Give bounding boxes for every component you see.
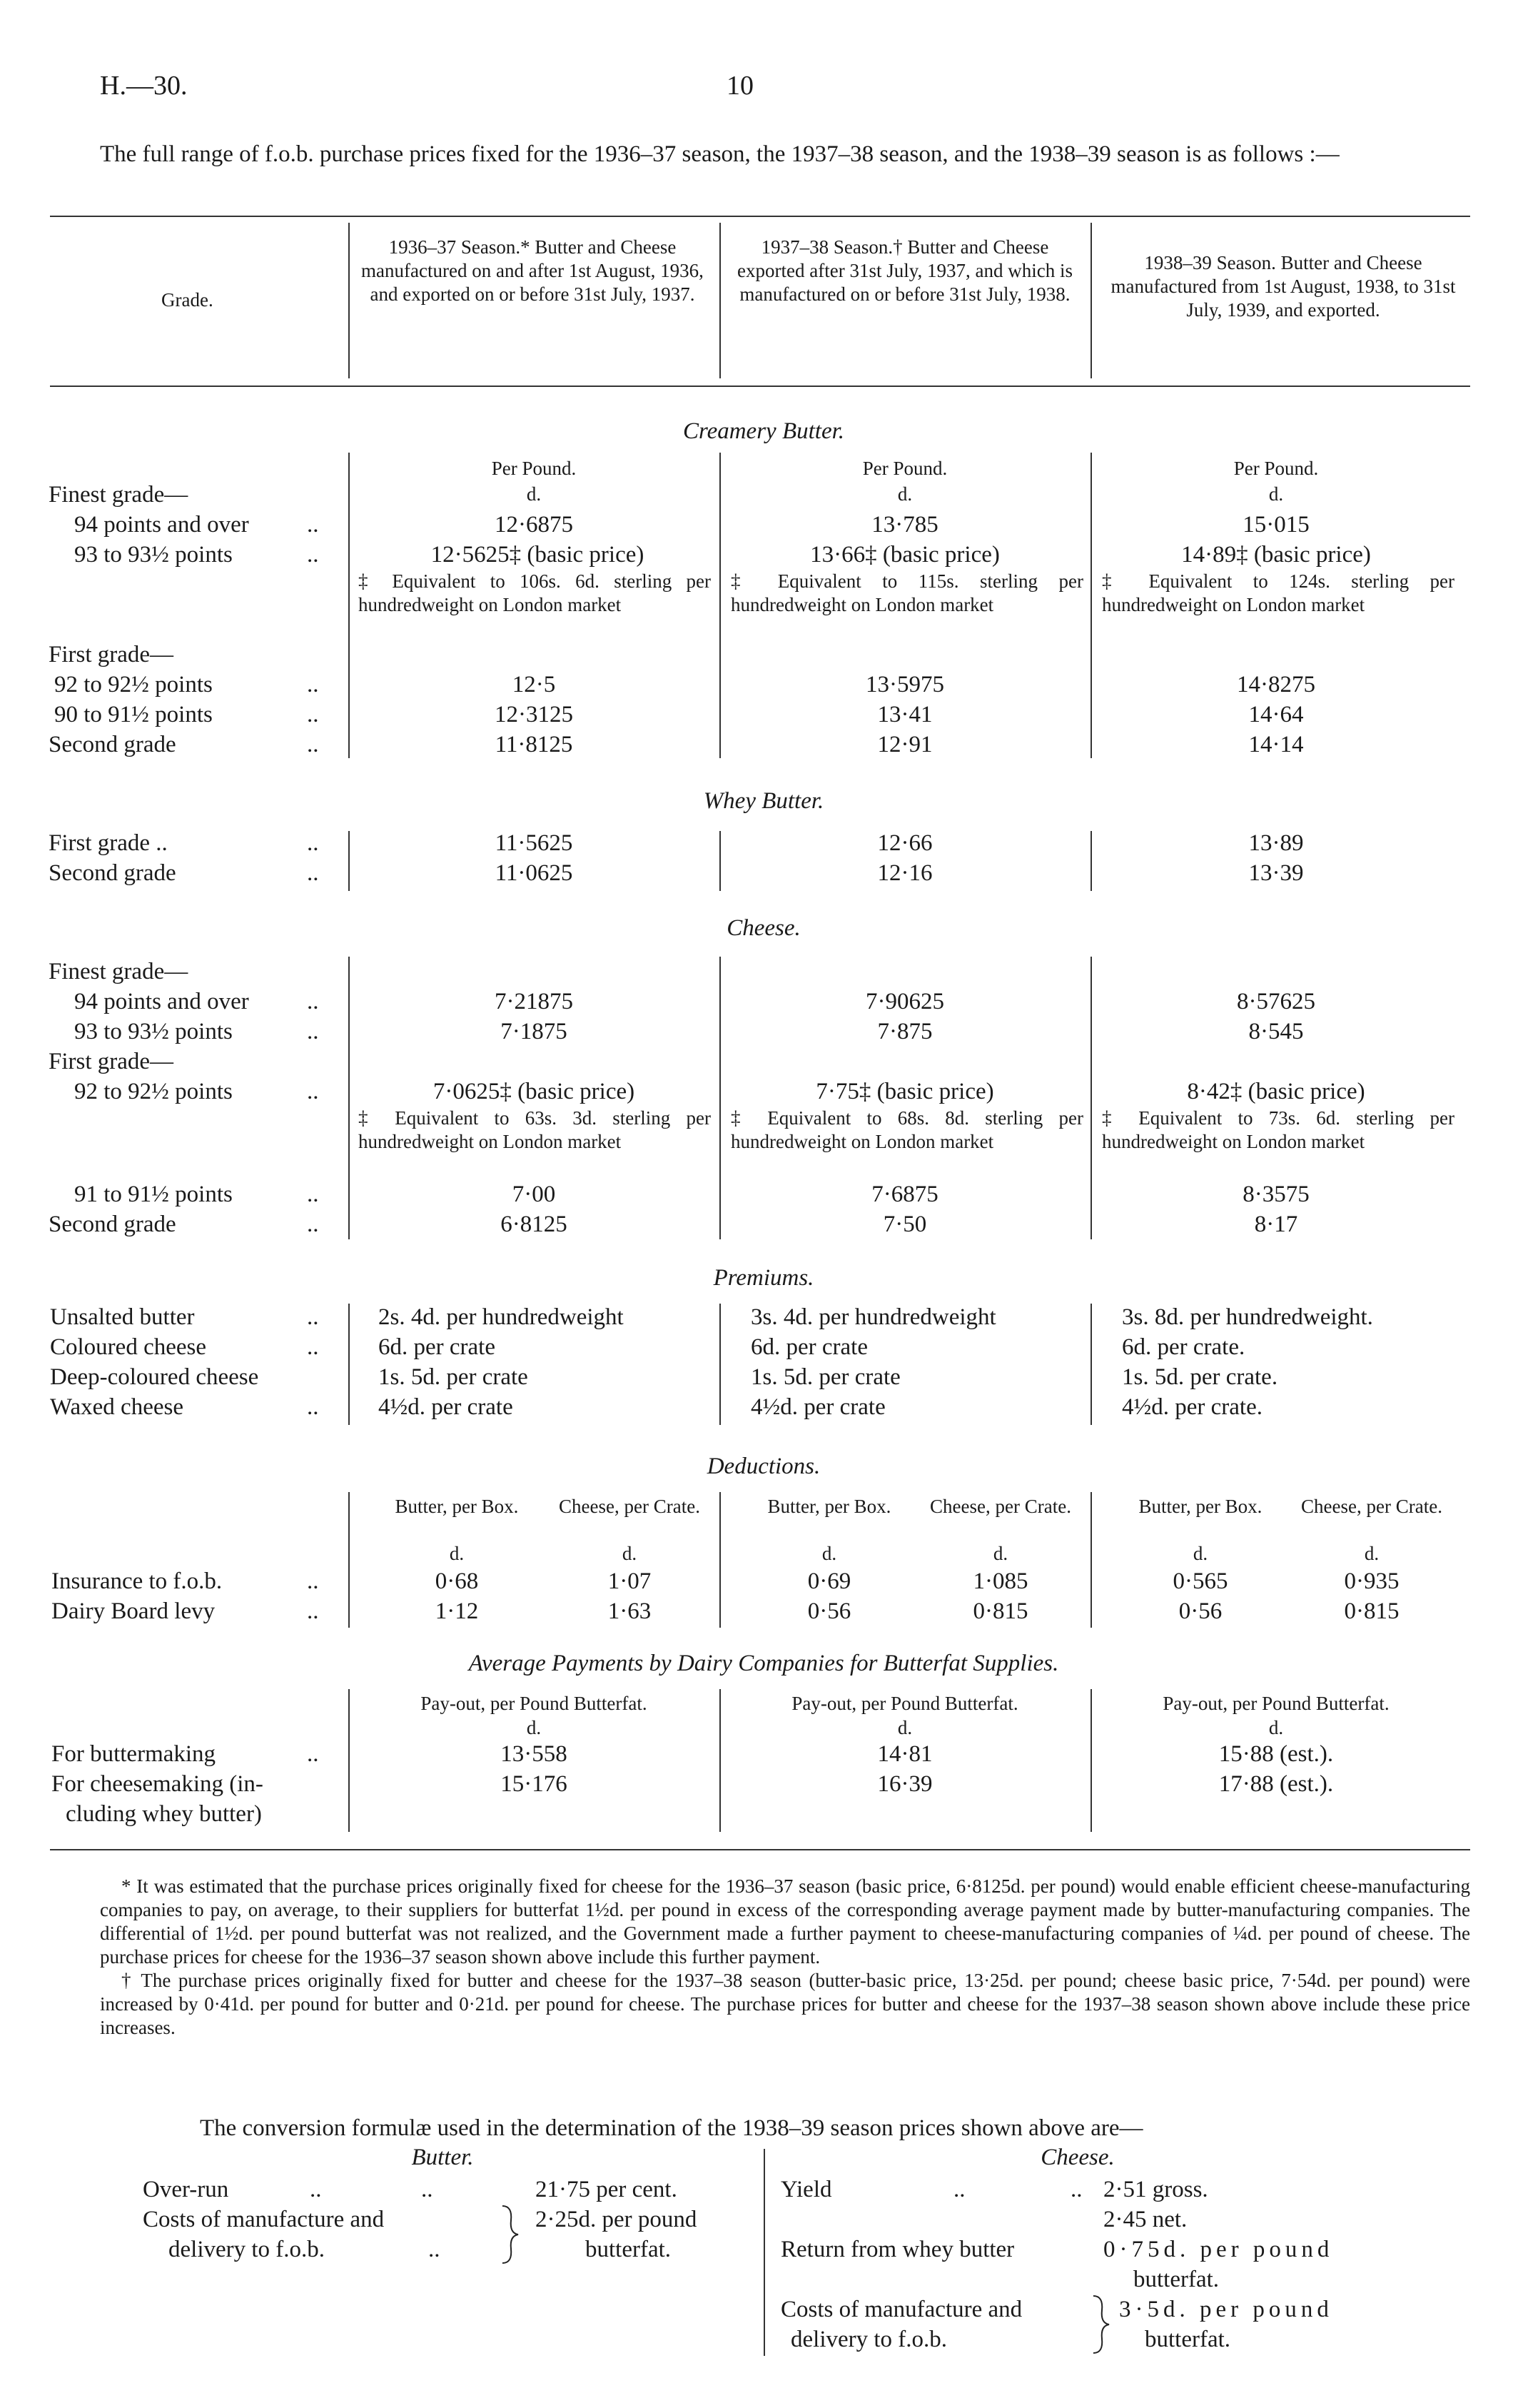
premium-cell: 3s. 8d. per hundredweight.: [1122, 1304, 1373, 1330]
value-cell: 14·14: [1248, 732, 1304, 757]
value-cell: 14·89‡ (basic price): [1181, 542, 1371, 568]
costs-value: 2·25d. per pound: [535, 2207, 697, 2232]
equivalence-note: ‡ Equivalent to 124s. sterling per hundredweight on London market: [1102, 570, 1454, 615]
equivalence-note: ‡ Equivalent to 68s. 8d. sterling per hundredweight on London market: [731, 1107, 1083, 1152]
value-cell: 12·3125: [495, 702, 573, 727]
premium-cell: 3s. 4d. per hundredweight: [751, 1304, 996, 1330]
leader-dots: ..: [307, 1394, 319, 1420]
leader-dots: ..: [307, 1304, 319, 1330]
value-cell: 8·17: [1254, 1211, 1298, 1237]
value-cell: 12·16: [877, 860, 933, 886]
row-second-grade: Second grade: [49, 1211, 176, 1237]
value-cell: 15·176: [500, 1771, 567, 1797]
leader-dots: ..: [307, 1019, 319, 1044]
row-second-grade: Second grade: [49, 732, 176, 757]
col-divider: [348, 453, 350, 758]
row-finest-grade: Finest grade—: [49, 482, 188, 508]
equivalence-note: ‡ Equivalent to 63s. 3d. sterling per hundredweight on London market: [358, 1107, 711, 1152]
leader-dots: ..: [307, 989, 319, 1014]
value-cell: 11·8125: [495, 732, 573, 757]
col-divider: [348, 957, 350, 1239]
right-brace-icon: [500, 2205, 521, 2265]
premium-cell: 2s. 4d. per hundredweight: [378, 1304, 624, 1330]
col-divider: [719, 957, 721, 1239]
unit-heading: Per Pound.: [491, 458, 577, 479]
table-bottom-rule: [50, 1849, 1470, 1850]
row-insurance: Insurance to f.o.b.: [51, 1568, 223, 1594]
col-divider: [348, 223, 350, 378]
value-cell: 8·545: [1248, 1019, 1304, 1044]
col-divider: [1091, 453, 1092, 758]
premium-cell: 6d. per crate.: [1122, 1334, 1245, 1360]
season-1938-heading: 1938–39 Season. Butter and Cheese manufactured from 1st August, 1938, to 31st July, 1939, and exported.: [1110, 252, 1456, 321]
value-cell: 8·57625: [1237, 989, 1315, 1014]
unit-pence: d.: [821, 1543, 837, 1564]
whey-return-value-cont: butterfat.: [1133, 2267, 1220, 2292]
col-divider: [764, 2149, 765, 2356]
col-divider: [719, 831, 721, 891]
col-divider: [719, 1304, 721, 1425]
costs-label: Costs of manufacture and: [143, 2207, 385, 2232]
leader-dots: ..: [307, 1182, 319, 1207]
value-cell: 7·1875: [500, 1019, 567, 1044]
row-94-points: 94 points and over: [74, 989, 249, 1014]
value-cell: 0·68: [435, 1568, 479, 1594]
value-cell: 15·88 (est.).: [1218, 1741, 1334, 1767]
unit-pence: d.: [1268, 483, 1284, 505]
value-cell: 11·0625: [495, 860, 573, 886]
col-divider: [1091, 1492, 1092, 1628]
row-93-points: 93 to 93½ points: [74, 1019, 233, 1044]
value-cell: 7·6875: [871, 1182, 938, 1207]
row-93-points: 93 to 93½ points: [74, 542, 233, 568]
unit-pence: d.: [1193, 1543, 1208, 1564]
cheese-crate-heading: Cheese, per Crate.: [1301, 1496, 1442, 1517]
value-cell: 12·5625‡ (basic price): [430, 542, 644, 568]
leader-dots: ..: [421, 2177, 433, 2202]
row-coloured-cheese: Coloured cheese: [50, 1334, 206, 1360]
intro-paragraph: The full range of f.o.b. purchase prices fixed for the 1936–37 season, the 1937–38 season, and the 1938–39 season is as follows :—: [100, 141, 1340, 167]
value-cell: 13·41: [877, 702, 933, 727]
season-1937-heading: 1937–38 Season.† Butter and Cheese exported after 31st July, 1937, and which is manufactured on or before 31st July, 1938.: [737, 236, 1073, 305]
value-cell: 1·12: [435, 1598, 479, 1624]
footnote-star: * It was estimated that the purchase prices originally fixed for cheese for the 1936–37 season (basic price, 6·8125d. per pound) would enable efficient cheese-manufacturing companies to pay, on average, to their suppliers for butterfat 1½d. per pound in excess of the corresponding average payment made by butter-manufacturing companies. The differential of 1½d. per pound butterfat was not realized, and the Government made a further payment to cheese-manufacturing companies of ¼d. per pound of cheese. The purchase prices for cheese for the 1936–37 season shown above include this further payment.: [100, 1875, 1470, 1968]
value-cell: 7·00: [512, 1182, 556, 1207]
row-90-points: 90 to 91½ points: [54, 702, 213, 727]
leader-dots: ..: [307, 830, 319, 856]
value-cell: 12·91: [877, 732, 933, 757]
col-divider: [348, 1689, 350, 1832]
row-92-points: 92 to 92½ points: [74, 1079, 233, 1104]
page-number: 10: [727, 71, 754, 101]
row-92-points: 92 to 92½ points: [54, 672, 213, 697]
leader-dots: ..: [307, 1741, 319, 1767]
section-premiums: Premiums.: [713, 1265, 814, 1291]
row-finest-grade: Finest grade—: [49, 959, 188, 984]
row-94-points: 94 points and over: [74, 512, 249, 538]
unit-pence: d.: [1268, 1717, 1284, 1738]
premium-cell: 1s. 5d. per crate.: [1122, 1364, 1278, 1390]
cheese-costs-label-cont: delivery to f.o.b.: [791, 2327, 948, 2352]
unit-pence: d.: [526, 483, 542, 505]
row-first-grade: First grade—: [49, 1049, 174, 1074]
costs-label-cont: delivery to f.o.b.: [168, 2237, 325, 2262]
col-divider: [1091, 957, 1092, 1239]
table-top-rule: [50, 216, 1470, 217]
leader-dots: ..: [307, 1211, 319, 1237]
value-cell: 6·8125: [500, 1211, 567, 1237]
butter-box-heading: Butter, per Box.: [767, 1496, 891, 1517]
unit-pence: d.: [897, 483, 913, 505]
leader-dots: ..: [307, 672, 319, 697]
row-first-grade: First grade—: [49, 642, 174, 668]
leader-dots: ..: [307, 512, 319, 538]
col-divider: [348, 831, 350, 891]
cheese-subheading: Cheese.: [1041, 2145, 1115, 2170]
premium-cell: 6d. per crate: [751, 1334, 868, 1360]
section-creamery-butter: Creamery Butter.: [682, 418, 845, 444]
value-cell: 1·07: [607, 1568, 652, 1594]
value-cell: 14·8275: [1237, 672, 1315, 697]
premium-cell: 4½d. per crate.: [1122, 1394, 1263, 1420]
value-cell: 0·56: [1178, 1598, 1223, 1624]
value-cell: 0·935: [1344, 1568, 1400, 1594]
unit-heading: Per Pound.: [1233, 458, 1319, 479]
value-cell: 7·875: [877, 1019, 933, 1044]
grade-heading: Grade.: [161, 289, 213, 311]
col-divider: [1091, 1304, 1092, 1425]
value-cell: 7·0625‡ (basic price): [432, 1079, 635, 1104]
value-cell: 7·21875: [495, 989, 573, 1014]
unit-pence: d.: [622, 1543, 637, 1564]
leader-dots: ..: [307, 702, 319, 727]
col-divider: [1091, 831, 1092, 891]
butter-box-heading: Butter, per Box.: [1138, 1496, 1263, 1517]
season-1936-heading: 1936–37 Season.* Butter and Cheese manufactured on and after 1st August, 1936, and exported on or before 31st July, 1937.: [361, 236, 704, 305]
butter-box-heading: Butter, per Box.: [395, 1496, 519, 1517]
series-code: H.—30.: [100, 71, 188, 101]
row-first-grade: First grade ..: [49, 830, 168, 856]
value-cell: 13·66‡ (basic price): [810, 542, 1000, 568]
value-cell: 13·5975: [866, 672, 944, 697]
col-divider: [719, 1689, 721, 1832]
whey-return-value: 0·75d. per pound: [1103, 2237, 1334, 2262]
yield-gross: 2·51 gross.: [1103, 2177, 1208, 2202]
value-cell: 7·90625: [866, 989, 944, 1014]
leader-dots: ..: [953, 2177, 966, 2202]
value-cell: 0·815: [973, 1598, 1028, 1624]
row-dairy-board-levy: Dairy Board levy: [51, 1598, 216, 1624]
value-cell: 8·42‡ (basic price): [1187, 1079, 1365, 1104]
col-divider: [719, 1492, 721, 1628]
row-cheesemaking-cont: cluding whey butter): [66, 1801, 262, 1827]
footnote-dagger: † The purchase prices originally fixed for butter and cheese for the 1937–38 season (butter-basic price, 13·25d. per pound; cheese basic price, 7·54d. per pound) were increased by 0·41d. per pound for butter and 0·21d. per pound for cheese. The purchase prices for butter and cheese for the 1937–38 season shown above include these price increases.: [100, 1970, 1470, 2038]
premium-cell: 1s. 5d. per crate: [378, 1364, 528, 1390]
value-cell: 0·69: [807, 1568, 851, 1594]
yield-net: 2·45 net.: [1103, 2207, 1188, 2232]
leader-dots: ..: [428, 2237, 440, 2262]
section-deductions: Deductions.: [707, 1454, 821, 1479]
payout-heading: Pay-out, per Pound Butterfat.: [420, 1693, 647, 1714]
col-divider: [719, 453, 721, 758]
payout-heading: Pay-out, per Pound Butterfat.: [1163, 1693, 1390, 1714]
overrun-label: Over-run: [143, 2177, 229, 2202]
costs-value-cont: butterfat.: [585, 2237, 672, 2262]
value-cell: 17·88 (est.).: [1218, 1771, 1334, 1797]
cheese-costs-value-cont: butterfat.: [1145, 2327, 1231, 2352]
right-brace-icon: [1091, 2294, 1112, 2354]
unit-pence: d.: [1364, 1543, 1380, 1564]
row-cheesemaking: For cheesemaking (in-: [51, 1771, 263, 1797]
value-cell: 1·085: [973, 1568, 1028, 1594]
payout-heading: Pay-out, per Pound Butterfat.: [791, 1693, 1018, 1714]
premium-cell: 1s. 5d. per crate: [751, 1364, 901, 1390]
unit-pence: d.: [993, 1543, 1008, 1564]
value-cell: 0·56: [807, 1598, 851, 1624]
leader-dots: ..: [310, 2177, 322, 2202]
value-cell: 8·3575: [1243, 1182, 1310, 1207]
value-cell: 7·75‡ (basic price): [816, 1079, 994, 1104]
leader-dots: ..: [307, 542, 319, 568]
value-cell: 0·565: [1173, 1568, 1228, 1594]
value-cell: 0·815: [1344, 1598, 1400, 1624]
equivalence-note: ‡ Equivalent to 115s. sterling per hundredweight on London market: [731, 570, 1083, 615]
value-cell: 13·785: [871, 512, 938, 538]
row-waxed-cheese: Waxed cheese: [50, 1394, 183, 1420]
row-91-points: 91 to 91½ points: [74, 1182, 233, 1207]
value-cell: 16·39: [877, 1771, 933, 1797]
leader-dots: ..: [307, 732, 319, 757]
section-average-payments: Average Payments by Dairy Companies for Butterfat Supplies.: [468, 1651, 1059, 1676]
unit-heading: Per Pound.: [862, 458, 948, 479]
unit-pence: d.: [526, 1717, 542, 1738]
premium-cell: 6d. per crate: [378, 1334, 495, 1360]
col-divider: [348, 1304, 350, 1425]
leader-dots: ..: [307, 1568, 319, 1594]
premium-cell: 4½d. per crate: [751, 1394, 886, 1420]
section-whey-butter: Whey Butter.: [703, 788, 824, 814]
cheese-costs-label: Costs of manufacture and: [781, 2297, 1023, 2322]
value-cell: 14·81: [877, 1741, 933, 1767]
unit-pence: d.: [449, 1543, 465, 1564]
equivalence-note: ‡ Equivalent to 73s. 6d. sterling per hundredweight on London market: [1102, 1107, 1454, 1152]
value-cell: 13·558: [500, 1741, 567, 1767]
col-divider: [1091, 1689, 1092, 1832]
leader-dots: ..: [307, 1334, 319, 1360]
leader-dots: ..: [1071, 2177, 1083, 2202]
value-cell: 11·5625: [495, 830, 573, 856]
leader-dots: ..: [307, 1598, 319, 1624]
cheese-crate-heading: Cheese, per Crate.: [559, 1496, 700, 1517]
whey-return-label: Return from whey butter: [781, 2237, 1015, 2262]
value-cell: 1·63: [607, 1598, 652, 1624]
value-cell: 12·6875: [495, 512, 573, 538]
col-divider: [719, 223, 721, 378]
leader-dots: ..: [307, 1079, 319, 1104]
cheese-costs-value: 3·5d. per pound: [1119, 2297, 1333, 2322]
row-second-grade: Second grade: [49, 860, 176, 886]
col-divider: [1091, 223, 1092, 378]
butter-subheading: Butter.: [411, 2145, 474, 2170]
row-buttermaking: For buttermaking: [51, 1741, 216, 1767]
value-cell: 14·64: [1248, 702, 1304, 727]
value-cell: 7·50: [883, 1211, 927, 1237]
conversion-heading: The conversion formulæ used in the determination of the 1938–39 season prices shown above are—: [200, 2115, 1143, 2141]
premium-cell: 4½d. per crate: [378, 1394, 513, 1420]
row-unsalted-butter: Unsalted butter: [50, 1304, 195, 1330]
footnotes: [100, 1875, 1470, 2040]
overrun-value: 21·75 per cent.: [535, 2177, 677, 2202]
row-deep-coloured-cheese: Deep-coloured cheese: [50, 1364, 259, 1390]
leader-dots: ..: [307, 860, 319, 886]
value-cell: 13·89: [1248, 830, 1304, 856]
value-cell: 15·015: [1243, 512, 1310, 538]
value-cell: 12·5: [512, 672, 556, 697]
cheese-crate-heading: Cheese, per Crate.: [930, 1496, 1071, 1517]
equivalence-note: ‡ Equivalent to 106s. 6d. sterling per hundredweight on London market: [358, 570, 711, 615]
col-divider: [348, 1492, 350, 1628]
value-cell: 12·66: [877, 830, 933, 856]
yield-label: Yield: [781, 2177, 832, 2202]
value-cell: 13·39: [1248, 860, 1304, 886]
unit-pence: d.: [897, 1717, 913, 1738]
table-head-rule: [50, 386, 1470, 387]
section-cheese: Cheese.: [727, 915, 801, 941]
